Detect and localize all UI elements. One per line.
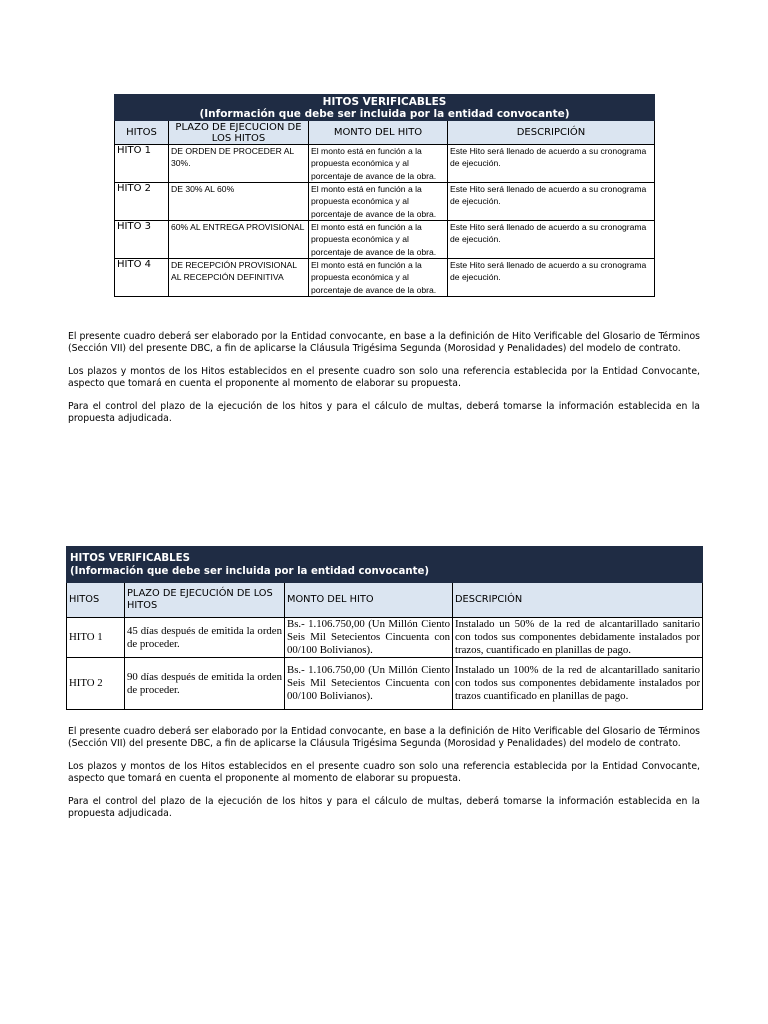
column-header-descripcion: DESCRIPCIÓN [453, 583, 703, 618]
column-header-hitos: HITOS [67, 583, 125, 618]
descripcion-cell: Este Hito será llenado de acuerdo a su cronograma de ejecución. [448, 259, 655, 297]
column-header-descripcion: DESCRIPCIÓN [448, 121, 655, 145]
table-1-subtitle: (Información que debe ser incluida por la entidad convocante) [199, 107, 570, 120]
note-paragraph: Para el control del plazo de la ejecución de los hitos y para el cálculo de multas, deberá tomarse la información establecida en la propuesta adjudicada. [68, 796, 700, 819]
descripcion-cell: Instalado un 100% de la red de alcantarillado sanitario con todos sus componentes debidamente instalados por trazos cuantificado en planillas de pago. [453, 658, 703, 710]
hito-cell: HITO 1 [115, 145, 169, 183]
note-paragraph: Para el control del plazo de la ejecución de los hitos y para el cálculo de multas, deberá tomarse la información establecida en la propuesta adjudicada. [68, 401, 700, 424]
table-1-title: HITOS VERIFICABLES [322, 95, 447, 108]
table-2-subtitle: (Información que debe ser incluida por la entidad convocante) [70, 565, 430, 577]
table-row [67, 658, 703, 710]
hito-cell: HITO 3 [115, 221, 169, 259]
table-row [115, 221, 655, 259]
notes-block-1 [68, 331, 700, 436]
note-paragraph: El presente cuadro deberá ser elaborado por la Entidad convocante, en base a la definición de Hito Verificable del Glosario de Términos (Sección VII) del presente DBC, a fin de aplicarse la Cláusula Trigésima Segunda (Morosidad y Penalidades) del modelo de contrato. [68, 726, 700, 749]
table-row [115, 183, 655, 221]
hito-cell: HITO 2 [115, 183, 169, 221]
column-header-plazo: PLAZO DE EJECUCIÓN DE LOS HITOS [125, 583, 285, 618]
plazo-cell: DE 30% AL 60% [169, 183, 309, 221]
plazo-cell: DE RECEPCIÓN PROVISIONAL AL RECEPCIÓN DEFINITIVA [169, 259, 309, 297]
descripcion-cell: Este Hito será llenado de acuerdo a su cronograma de ejecución. [448, 183, 655, 221]
monto-cell: Bs.- 1.106.750,00 (Un Millón Ciento Seis Mil Setecientos Cincuenta con 00/100 Bolivianos). [285, 618, 453, 658]
column-header-hitos: HITOS [115, 121, 169, 145]
hito-cell: HITO 4 [115, 259, 169, 297]
monto-cell: El monto está en función a la propuesta económica y al porcentaje de avance de la obra. [309, 145, 448, 183]
notes-block-2 [68, 726, 700, 831]
monto-cell: Bs.- 1.106.750,00 (Un Millón Ciento Seis Mil Setecientos Cincuenta con 00/100 Bolivianos). [285, 658, 453, 710]
monto-cell: El monto está en función a la propuesta económica y al porcentaje de avance de la obra. [309, 183, 448, 221]
monto-cell: El monto está en función a la propuesta económica y al porcentaje de avance de la obra. [309, 221, 448, 259]
note-paragraph: Los plazos y montos de los Hitos establecidos en el presente cuadro son solo una referencia establecida por la Entidad Convocante, aspecto que tomará en cuenta el proponente al momento de elaborar su propuesta. [68, 366, 700, 389]
table-2-title: HITOS VERIFICABLES [70, 552, 190, 564]
hito-cell: HITO 1 [67, 618, 125, 658]
note-paragraph: El presente cuadro deberá ser elaborado por la Entidad convocante, en base a la definición de Hito Verificable del Glosario de Términos (Sección VII) del presente DBC, a fin de aplicarse la Cláusula Trigésima Segunda (Morosidad y Penalidades) del modelo de contrato. [68, 331, 700, 354]
table-2-header [67, 547, 703, 583]
plazo-cell: 45 días después de emitida la orden de proceder. [125, 618, 285, 658]
table-1-header [115, 95, 655, 121]
column-header-monto: MONTO DEL HITO [285, 583, 453, 618]
descripcion-cell: Instalado un 50% de la red de alcantarillado sanitario con todos sus componentes debidamente instalados por trazos, cuantificado en planillas de pago. [453, 618, 703, 658]
plazo-cell: DE ORDEN DE PROCEDER AL 30%. [169, 145, 309, 183]
plazo-cell: 90 días después de emitida la orden de proceder. [125, 658, 285, 710]
column-header-plazo: PLAZO DE EJECUCION DE LOS HITOS [169, 121, 309, 145]
hitos-table-1 [114, 94, 655, 297]
note-paragraph: Los plazos y montos de los Hitos establecidos en el presente cuadro son solo una referencia establecida por la Entidad Convocante, aspecto que tomará en cuenta el proponente al momento de elaborar su propuesta. [68, 761, 700, 784]
descripcion-cell: Este Hito será llenado de acuerdo a su cronograma de ejecución. [448, 145, 655, 183]
table-row [67, 618, 703, 658]
table-row [115, 259, 655, 297]
hitos-table-2 [66, 546, 703, 710]
column-header-monto: MONTO DEL HITO [309, 121, 448, 145]
hito-cell: HITO 2 [67, 658, 125, 710]
plazo-cell: 60% AL ENTREGA PROVISIONAL [169, 221, 309, 259]
monto-cell: El monto está en función a la propuesta económica y al porcentaje de avance de la obra. [309, 259, 448, 297]
table-row [115, 145, 655, 183]
descripcion-cell: Este Hito será llenado de acuerdo a su cronograma de ejecución. [448, 221, 655, 259]
